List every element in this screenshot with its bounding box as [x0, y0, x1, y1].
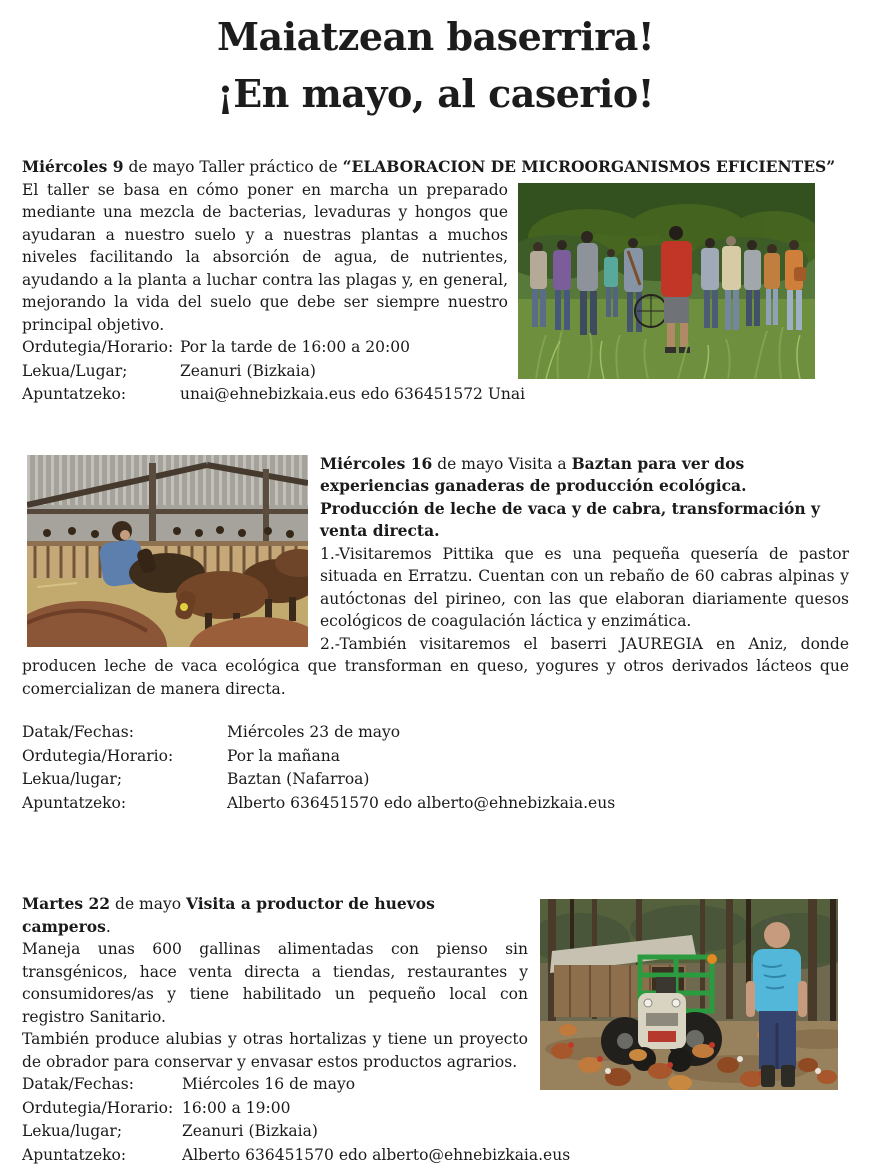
detail-label: Apuntatzeko:	[22, 383, 180, 407]
detail-value: unai@ehnebizkaia.eus edo 636451572 Unai	[180, 385, 525, 403]
section-1-body: El taller se basa en cómo poner en marcha un preparado mediante una mezcla de bacterias, levaduras y hongos que ayudaran a nuestro suelo y a nuestras plantas a muchos niveles facilitando la absorción de agua, de nutrientes, ayudando a la planta a luchar contra las plagas y, en general, mejorando la vida del suelo que debe ser siempre nuestro principal objetivo.	[22, 179, 849, 337]
goat-barn-photo	[27, 455, 308, 647]
detail-row	[22, 745, 849, 769]
event-title: “ELABORACION DE MICROORGANISMOS EFICIENTES”	[343, 157, 836, 176]
detail-label: Ordutegia/Horario:	[22, 336, 180, 360]
section-1-content	[22, 179, 849, 407]
workshop-field-photo	[518, 183, 815, 379]
title-spanish: ¡En mayo, al caserio!	[22, 65, 849, 122]
detail-value: Miércoles 23 de mayo	[227, 723, 400, 741]
event-title: Visita a productor de huevos camperos	[22, 894, 435, 936]
detail-value: Por la mañana	[227, 747, 340, 765]
event-title: Baztan para ver dos experiencias ganaderas de producción ecológica. Producción de leche de vaca y de cabra, transformación y venta directa.	[320, 454, 820, 541]
section-3-body-1: Maneja unas 600 gallinas alimentadas con pienso sin transgénicos, hace venta directa a tiendas, restaurantes y consumidores/as y tiene habilitado un pequeño local con registro Sanitario.	[22, 938, 849, 1028]
section-2-details	[22, 721, 849, 815]
detail-value: Miércoles 16 de mayo	[182, 1075, 355, 1093]
detail-value: 16:00 a 19:00	[182, 1099, 290, 1117]
chicken-farm-photo	[540, 899, 838, 1090]
detail-row	[22, 768, 849, 792]
event-heading-end: .	[106, 918, 111, 936]
event-intro: de mayo	[110, 895, 186, 913]
detail-value: Zeanuri (Bizkaia)	[182, 1122, 318, 1140]
detail-label: Ordutegia/Horario:	[22, 1097, 182, 1121]
section-2-body-2: 2.-También visitaremos el baserri JAUREGIA en Aniz, donde producen leche de vaca ecológica que transforman en queso, yogures y otros derivados lácteos que comercializan de manera directa.	[22, 633, 849, 701]
flyer-title-block	[22, 0, 849, 122]
event-intro: de mayo Taller práctico de	[124, 158, 343, 176]
detail-value: Baztan (Nafarroa)	[227, 770, 369, 788]
detail-label: Lekua/lugar;	[22, 768, 227, 792]
detail-value: Alberto 636451570 edo alberto@ehnebizkaia.eus	[227, 794, 615, 812]
event-date: Miércoles 9	[22, 157, 124, 176]
event-date: Martes 22	[22, 894, 110, 913]
detail-label: Datak/Fechas:	[22, 1073, 182, 1097]
event-date: Miércoles 16	[320, 454, 432, 473]
detail-label: Apuntatzeko:	[22, 792, 227, 816]
detail-row	[22, 721, 849, 745]
section-huevos-camperos	[22, 893, 849, 1167]
detail-label: Lekua/Lugar;	[22, 360, 180, 384]
section-3-body-2: También produce alubias y otras hortalizas y tiene un proyecto de obrador para conservar y envasar estos productos agrarios.	[22, 1028, 849, 1073]
detail-value: Zeanuri (Bizkaia)	[180, 362, 316, 380]
section-taller-microorganismos	[22, 156, 849, 407]
title-basque: Maiatzean baserrira!	[22, 8, 849, 65]
detail-row	[22, 1120, 849, 1144]
detail-label: Lekua/lugar;	[22, 1120, 182, 1144]
detail-label: Datak/Fechas:	[22, 721, 227, 745]
detail-value: Por la tarde de 16:00 a 20:00	[180, 338, 410, 356]
detail-label: Apuntatzeko:	[22, 1144, 182, 1167]
event-intro: de mayo Visita a	[432, 455, 571, 473]
detail-row	[22, 792, 849, 816]
section-2-body-1: 1.-Visitaremos Pittika que es una pequeña quesería de pastor situada en Erratzu. Cuentan con un rebaño de 60 cabras alpinas y autóctonas del pirineo, con las que elaboran diariamente quesos ecológicos de coagulación láctica y enzimática.	[22, 543, 849, 633]
detail-row	[22, 1144, 849, 1167]
detail-row	[22, 383, 849, 407]
section-visita-baztan	[22, 453, 849, 816]
section-1-heading	[22, 156, 849, 179]
detail-row	[22, 1097, 849, 1121]
detail-value: Alberto 636451570 edo alberto@ehnebizkaia.eus	[182, 1146, 570, 1164]
detail-label: Ordutegia/Horario:	[22, 745, 227, 769]
